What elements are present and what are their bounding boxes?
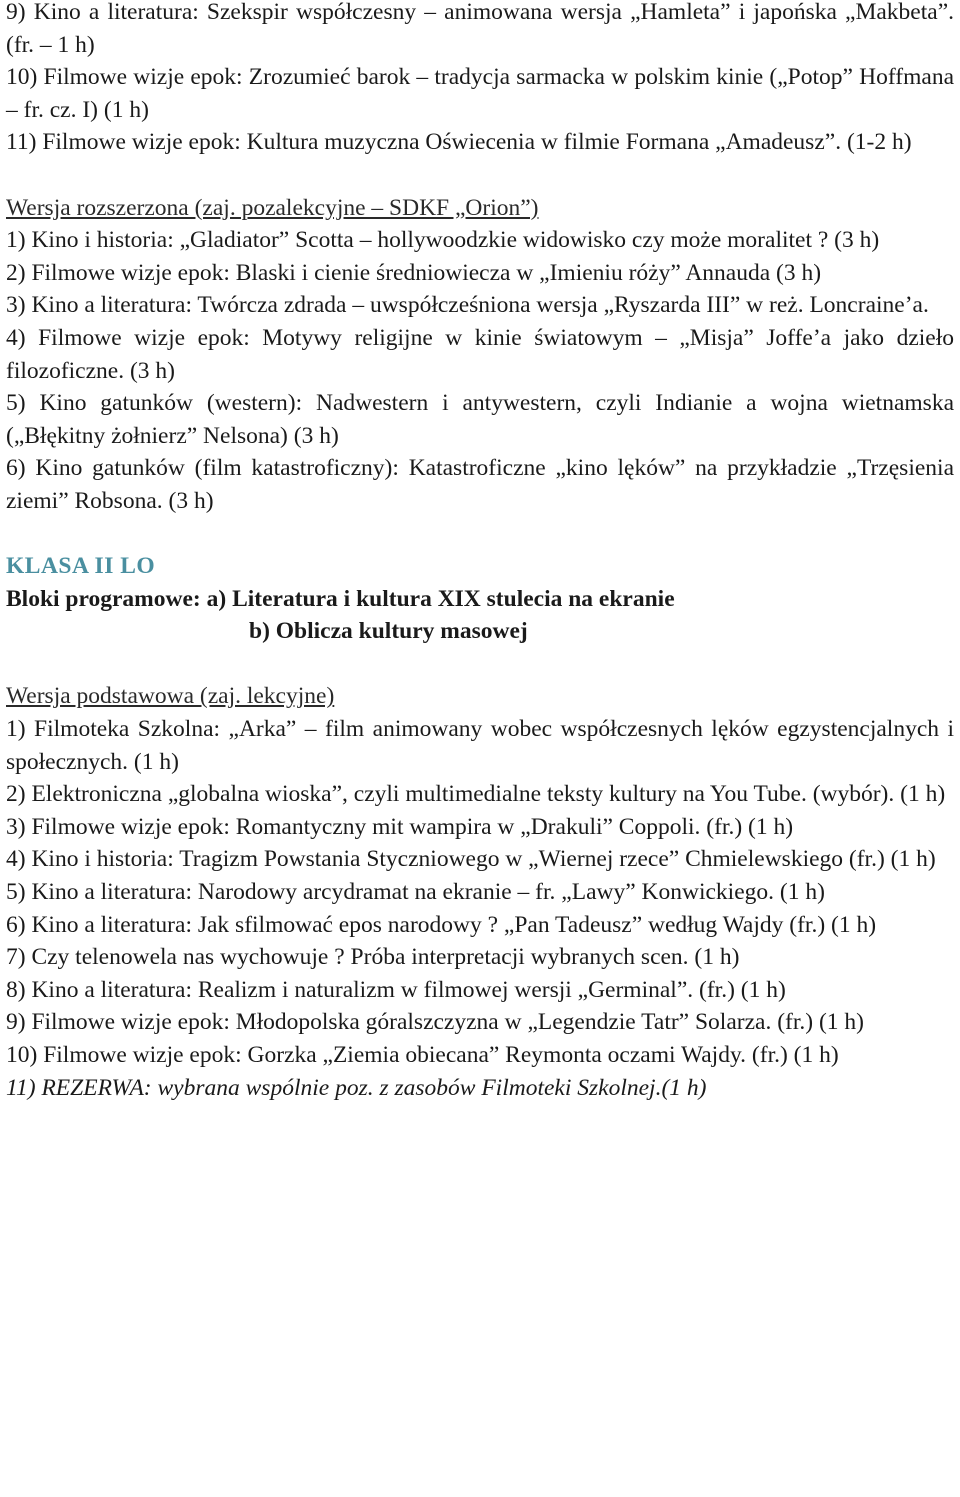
list-item: 1) Filmoteka Szkolna: „Arka” – film animowany wobec współczesnych lęków egzystencjalnych i społecznych. (1 h) <box>6 716 954 775</box>
spacer <box>6 518 954 551</box>
list-item: 5) Kino gatunków (western): Nadwestern i antywestern, czyli Indianie a wojna wietnamska („Błękitny żołnierz” Nelsona) (3 h) <box>6 390 954 449</box>
list-item: 8) Kino a literatura: Realizm i naturalizm w filmowej wersji „Germinal”. (fr.) (1 h) <box>6 976 786 1003</box>
list-item: 10) Filmowe wizje epok: Zrozumieć barok – tradycja sarmacka w polskim kinie („Potop” Hoffmana – fr. cz. I) (1 h) <box>6 64 954 123</box>
list-item: 2) Filmowe wizje epok: Blaski i cienie średniowiecza w „Imieniu róży” Annauda (3 h) <box>6 259 822 286</box>
list-item: 3) Filmowe wizje epok: Romantyczny mit wampira w „Drakuli” Coppoli. (fr.) (1 h) <box>6 813 794 840</box>
list-item: 4) Filmowe wizje epok: Motywy religijne w kinie światowym – „Misja” Joffe’a jako dzieło filozoficzne. (3 h) <box>6 324 954 384</box>
list-item: 9) Kino a literatura: Szekspir współczesny – animowana wersja „Hamleta” i japońska „Makbeta”. (fr. – 1 h) <box>6 0 954 58</box>
list-item: 11) Filmowe wizje epok: Kultura muzyczna Oświecenia w filmie Formana „Amadeusz”. (1-2 h) <box>6 129 912 156</box>
spacer <box>6 159 954 192</box>
spacer <box>6 648 954 681</box>
list-item: 7) Czy telenowela nas wychowuje ? Próba interpretacji wybranych scen. (1 h) <box>6 944 740 971</box>
program-blocks-line-a <box>6 583 954 616</box>
list-item: 3) Kino a literatura: Twórcza zdrada – uwspółcześniona wersja „Ryszarda III” w reż. Loncraine’a. <box>6 292 929 319</box>
list-item: 9) Filmowe wizje epok: Młodopolska góralszczyzna w „Legendzie Tatr” Solarza. (fr.) (1 h) <box>6 1009 864 1036</box>
class-title: KLASA II LO <box>6 553 156 580</box>
reserve-item: 11) REZERWA: wybrana wspólnie poz. z zasobów Filmoteki Szkolnej.(1 h) <box>6 1074 707 1101</box>
program-blocks-prefix: Bloki programowe: <box>6 585 207 612</box>
program-block-a: a) Literatura i kultura XIX stulecia na ekranie <box>206 585 675 612</box>
list-item: 2) Elektroniczna „globalna wioska”, czyli multimedialne teksty kultury na You Tube. (wybór). (1 h) <box>6 781 946 808</box>
basic-version-heading: Wersja podstawowa (zaj. lekcyjne) <box>6 683 335 710</box>
list-item: 10) Filmowe wizje epok: Gorzka „Ziemia obiecana” Reymonta oczami Wajdy. (fr.) (1 h) <box>6 1042 839 1068</box>
list-item: 6) Kino a literatura: Jak sfilmować epos narodowy ? „Pan Tadeusz” według Wajdy (fr.) (1 h) <box>6 911 877 938</box>
extended-version-heading: Wersja rozszerzona (zaj. pozalekcyjne – SDKF „Orion”) <box>6 194 539 221</box>
list-item: 5) Kino a literatura: Narodowy arcydramat na ekranie – fr. „Lawy” Konwickiego. (1 h) <box>6 879 825 906</box>
list-item: 6) Kino gatunków (film katastroficzny): Katastroficzne „kino lęków” na przykładzie „Trzęsienia ziemi” Robsona. (3 h) <box>6 455 954 514</box>
list-item: 1) Kino i historia: „Gladiator” Scotta – hollywoodzkie widowisko czy może moralitet ? (3 h) <box>6 227 880 254</box>
list-item: 4) Kino i historia: Tragizm Powstania Styczniowego w „Wiernej rzece” Chmielewskiego (fr.) (1 h) <box>6 846 936 873</box>
program-block-b: b) Oblicza kultury masowej <box>249 618 528 645</box>
